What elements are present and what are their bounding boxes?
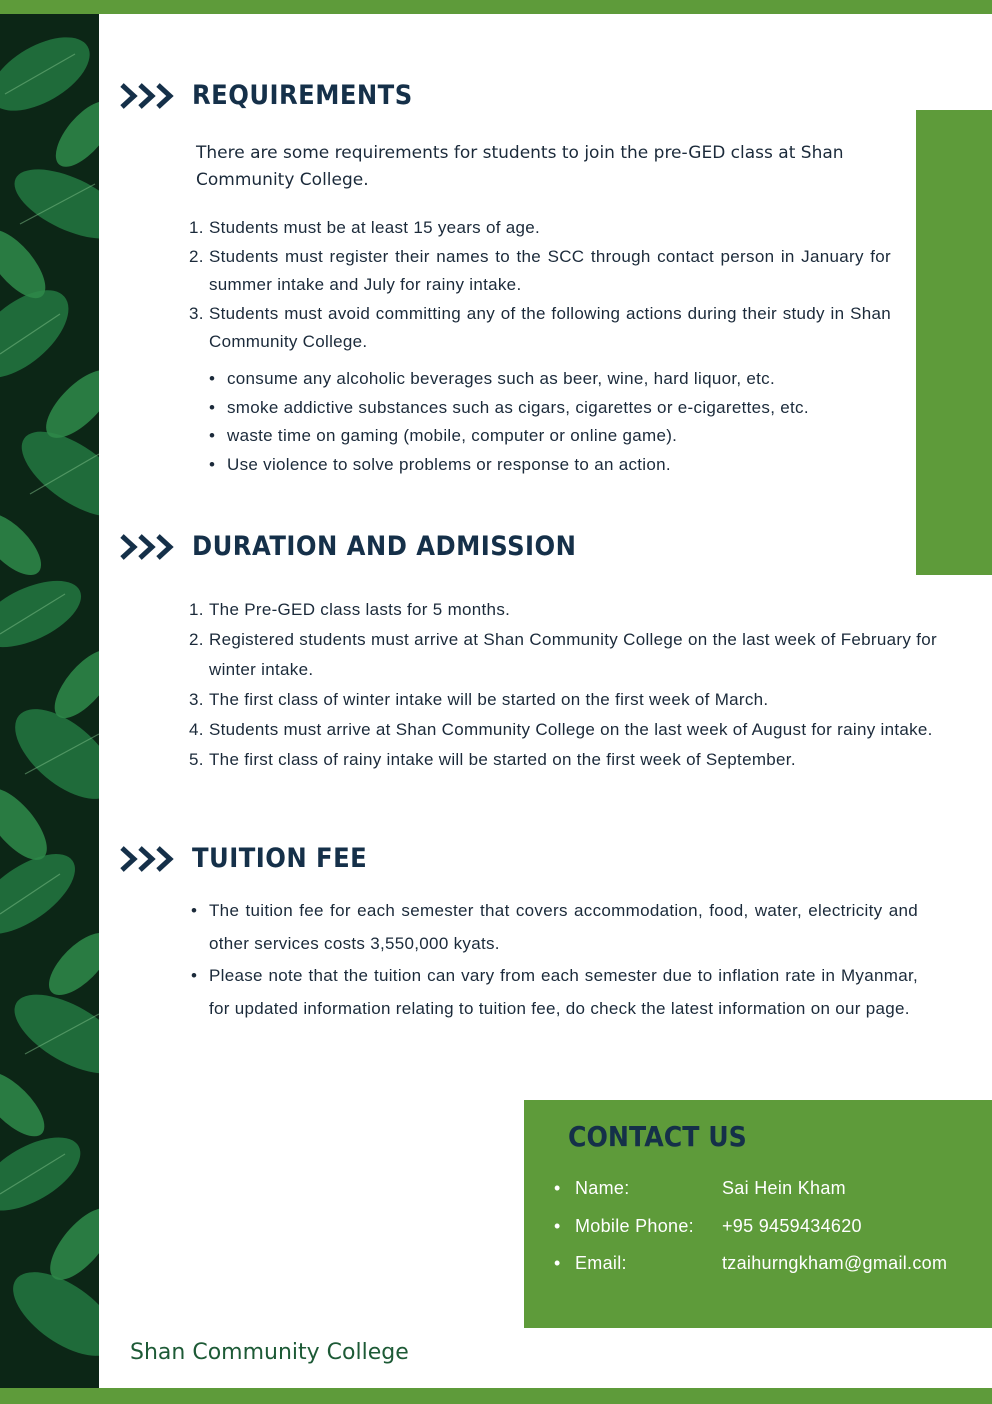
list-item: • smoke addictive substances such as cigars, cigarettes or e-cigarettes, etc. — [207, 394, 891, 423]
list-item: • Use violence to solve problems or response to an action. — [207, 451, 891, 480]
tuition-list — [189, 895, 918, 1025]
bullet-icon: • — [191, 901, 198, 920]
section-title: TUITION FEE — [192, 843, 368, 874]
bullet-icon: • — [209, 426, 216, 445]
bullet-icon: • — [554, 1215, 561, 1236]
requirements-list — [189, 214, 891, 357]
contact-title: CONTACT US — [568, 1120, 747, 1153]
bullet-icon: • — [209, 397, 216, 417]
bullet-icon: • — [209, 369, 216, 388]
contact-email-link[interactable]: tzaihurngkham@gmail.com — [722, 1253, 948, 1273]
bottom-accent-bar — [0, 1388, 992, 1404]
contact-phone-link[interactable]: +95 9459434620 — [722, 1215, 862, 1236]
list-item: 4. Students must arrive at Shan Community College on the last week of August for rainy intake. — [189, 720, 933, 739]
requirements-heading — [120, 80, 437, 111]
section-title: REQUIREMENTS — [192, 80, 413, 111]
bullet-icon: • — [209, 454, 216, 474]
contact-box — [524, 1100, 992, 1328]
contact-label: Mobile Phone: — [575, 1215, 694, 1236]
contact-label: Email: — [575, 1253, 627, 1273]
top-accent-bar — [0, 0, 992, 14]
list-item: 3. Students must avoid committing any of the following actions during their study in Shan Community College. — [189, 303, 891, 351]
list-item: • waste time on gaming (mobile, computer or online game). — [207, 422, 891, 451]
side-accent-block — [916, 110, 992, 575]
tuition-heading — [120, 843, 387, 874]
requirements-intro: There are some requirements for students to join the pre-GED class at Shan Community College. — [196, 143, 844, 190]
list-item: 1. Students must be at least 15 years of age. — [189, 218, 541, 237]
bullet-icon: • — [554, 1178, 561, 1198]
contact-label: Name: — [575, 1178, 630, 1198]
list-item: 5. The first class of rainy intake will be started on the first week of September. — [189, 750, 796, 769]
triple-chevron-icon — [120, 82, 176, 110]
duration-heading — [120, 531, 619, 562]
section-title: DURATION AND ADMISSION — [192, 531, 577, 562]
list-item: 2. Registered students must arrive at Shan Community College on the last week of February for winter intake. — [189, 630, 937, 679]
list-item: 1. The Pre-GED class lasts for 5 months. — [189, 600, 511, 619]
triple-chevron-icon — [120, 533, 176, 561]
triple-chevron-icon — [120, 845, 176, 873]
list-item: 3. The first class of winter intake will be started on the first week of March. — [189, 690, 769, 709]
bullet-icon: • — [191, 966, 198, 985]
leaf-photo-strip — [0, 14, 99, 1388]
bullet-icon: • — [554, 1253, 561, 1273]
list-item: • Please note that the tuition can vary from each semester due to inflation rate in Myanmar, for updated information relating to tuition fee, do check the latest information on our page. — [189, 960, 918, 1025]
duration-list — [189, 595, 937, 775]
footer-org-name: Shan Community College — [130, 1340, 409, 1365]
list-item: 2. Students must register their names to the SCC through contact person in January for summer intake and July for rainy intake. — [189, 246, 891, 294]
list-item: • The tuition fee for each semester that covers accommodation, food, water, electricity and other services costs 3,550,000 kyats. — [189, 895, 918, 960]
prohibited-actions-list — [207, 365, 891, 479]
contact-value: Sai Hein Kham — [722, 1178, 846, 1198]
list-item: • consume any alcoholic beverages such as beer, wine, hard liquor, etc. — [207, 365, 891, 394]
